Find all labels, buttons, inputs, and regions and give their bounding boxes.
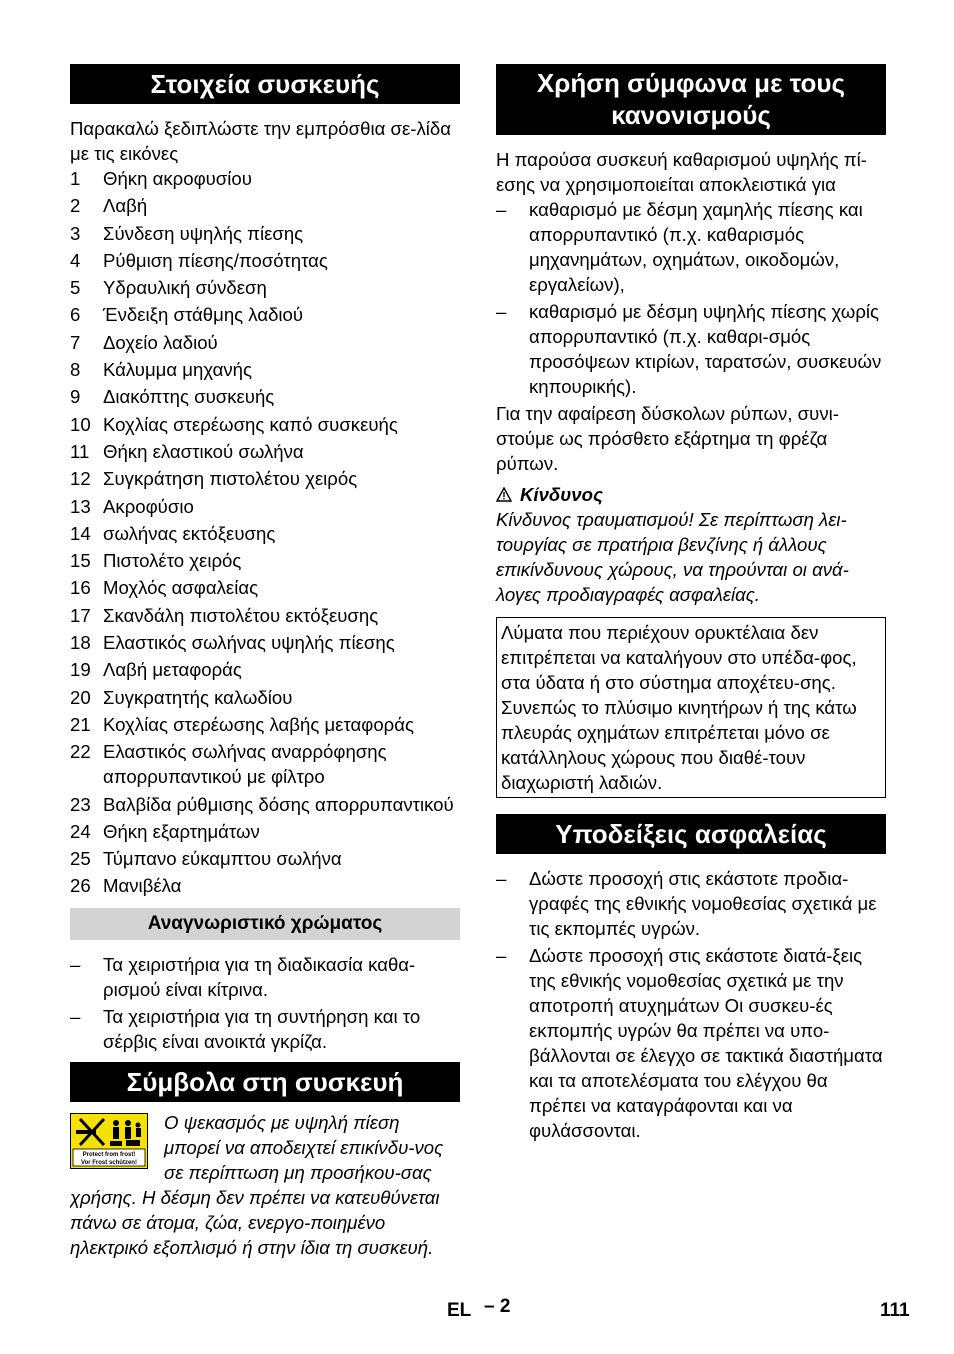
item-number: 3 (70, 222, 81, 244)
item-number: 11 (70, 440, 90, 462)
item-text: Κοχλίας στερέωσης λαβής μεταφοράς (103, 713, 414, 735)
item-number: 23 (70, 793, 91, 815)
safety-list (496, 866, 886, 1143)
list-item (70, 1004, 460, 1054)
item-number: 24 (70, 820, 91, 842)
item-text: Θήκη ακροφυσίου (103, 168, 252, 189)
list-item (70, 466, 460, 491)
item-text: Κοχλίας στερέωσης καπό συσκευής (103, 413, 398, 435)
page-footer (0, 1296, 954, 1326)
danger-heading (496, 482, 886, 507)
item-text: Μοχλός ασφαλείας (103, 577, 259, 599)
dash-bullet: – (496, 301, 507, 322)
intended-use-list (496, 197, 886, 399)
item-number: 21 (70, 713, 91, 735)
symbol-block (70, 1110, 460, 1260)
item-number: 16 (70, 577, 91, 599)
list-item (70, 521, 460, 546)
left-column (70, 64, 460, 1260)
item-text: Υδραυλική σύνδεση (103, 277, 267, 299)
color-coding-list (70, 952, 460, 1054)
dash-bullet: – (496, 199, 507, 220)
list-item (70, 439, 460, 464)
item-number: 25 (70, 848, 91, 870)
dash-bullet: – (70, 1006, 81, 1028)
item-number: 20 (70, 686, 91, 708)
list-item-text: Τα χειριστήρια για τη συντήρηση και το σέρβις είναι ανοικτά γκρίζα. (103, 1006, 421, 1053)
list-item (70, 952, 460, 1002)
environment-note-box: Λύματα που περιέχουν ορυκτέλαια δεν επιτρέπεται να καταλήγουν στο υπέδα-φος, στα ύδατα ή στο σύστημα αποχέτευ-σης. Συνεπώς το πλύσιμο κινητήρων ή της κάτω πλευράς οχημάτων επιτρέπεται μόνο σε κατάλληλους χώρους που διαθέ-τουν διαχωριστή λαδιών. (496, 617, 886, 798)
list-item-text: καθαρισμό με δέσμη υψηλής πίεσης χωρίς απορρυπαντικό (π.χ. καθαρι-σμός προσόψεων κτιρίων, ταρατσών, συσκευών κηπουρικής). (529, 301, 882, 397)
danger-label: Κίνδυνος (520, 484, 603, 505)
list-item (70, 657, 460, 682)
item-number: 14 (70, 522, 91, 544)
item-text: Δοχείο λαδιού (103, 331, 218, 353)
list-item (70, 819, 460, 844)
symbol-label-1: Protect from frost! (82, 1152, 136, 1159)
item-number: 18 (70, 632, 91, 654)
list-item-text: καθαρισμό με δέσμη χαμηλής πίεσης και απορρυπαντικό (π.χ. καθαρισμός μηχανημάτων, οχημάτων, οικοδομών, εργαλείων), (529, 199, 863, 295)
item-text: Θήκη ελαστικού σωλήνα (103, 440, 304, 462)
item-number: 1 (70, 168, 81, 189)
warning-triangle-icon (496, 487, 512, 502)
language-code: EL (447, 1300, 472, 1321)
item-text: Ρύθμιση πίεσης/ποσότητας (103, 249, 328, 271)
symbol-description: Ο ψεκασμός με υψηλή πίεση μπορεί να αποδειχτεί επικίνδυ-νος σε περίπτωση μη προσήκου-σας χρήσης. Η δέσμη δεν πρέπει να κατευθύνεται πάνω σε άτομα, ζώα, ενεργο-ποιημένο ηλεκτρικό εξοπλισμό ή στην ίδια τη συσκευή. (70, 1112, 444, 1259)
item-text: Σύνδεση υψηλής πίεσης (103, 222, 304, 244)
device-elements-heading: Στοιχεία συσκευής (70, 64, 460, 104)
list-item (70, 193, 460, 218)
item-number: 7 (70, 331, 81, 353)
list-item (70, 873, 460, 898)
intended-use-intro: Η παρούσα συσκευή καθαρισμού υψηλής πί-εσης να χρησιμοποιείται αποκλειστικά για (496, 149, 867, 195)
item-text: Θήκη εξαρτημάτων (103, 820, 260, 842)
item-number: 10 (70, 413, 91, 435)
item-text: Συγκράτηση πιστολέτου χειρός (103, 468, 358, 490)
list-item (70, 792, 460, 817)
item-number: 22 (70, 741, 91, 763)
section-page-number: – 2 (484, 1296, 511, 1317)
safety-heading: Υποδείξεις ασφαλείας (496, 814, 886, 854)
list-item (70, 166, 460, 191)
list-item (70, 248, 460, 273)
dash-bullet: – (496, 868, 507, 889)
symbol-label-2: Vor Frost schützen! (81, 1160, 137, 1167)
item-text: Ακροφύσιο (103, 495, 194, 517)
list-item (70, 302, 460, 327)
list-item (70, 357, 460, 382)
list-item (70, 846, 460, 871)
dash-bullet: – (70, 954, 81, 976)
item-text: Λαβή (103, 195, 148, 217)
list-item (496, 299, 886, 399)
item-number: 12 (70, 468, 91, 490)
list-item (496, 866, 886, 941)
item-number: 13 (70, 495, 91, 517)
list-item (70, 221, 460, 246)
item-number: 17 (70, 604, 91, 626)
item-text: Σκανδάλη πιστολέτου εκτόξευσης (103, 604, 379, 626)
list-item-text: Δώστε προσοχή στις εκάστοτε διατά-ξεις της εθνικής νομοθεσίας σχετικά με την αποτροπή ατυχημάτων Οι συσκευ-ές εκπομπής υγρών θα πρέπει να υπο-βάλλονται σε έλεγχο σε τακτικά διαστήματα και τα αποτελέσματα του ελέγχου θα πρέπει να καταγράφονται και να φυλάσσονται. (529, 945, 883, 1141)
item-text: Λαβή μεταφοράς (103, 659, 242, 681)
list-item (70, 548, 460, 573)
right-column (496, 64, 886, 1145)
list-item (496, 943, 886, 1143)
item-number: 2 (70, 195, 81, 217)
item-text: Διακόπτης συσκευής (103, 386, 275, 408)
item-text: Ένδειξη στάθμης λαδιού (103, 304, 304, 326)
list-item (70, 603, 460, 628)
list-item (70, 412, 460, 437)
item-number: 6 (70, 304, 81, 326)
item-number: 9 (70, 386, 81, 408)
list-item (70, 685, 460, 710)
danger-text: Κίνδυνος τραυματισμού! Σε περίπτωση λει-τουργίας σε πρατήρια βενζίνης ή άλλους επικίνδυνους χώρους, να τηρούνται οι ανά-λογες προδιαγραφές ασφαλείας. (496, 509, 849, 605)
item-number: 4 (70, 249, 81, 271)
item-number: 26 (70, 875, 91, 897)
item-number: 8 (70, 359, 81, 381)
item-text: σωλήνας εκτόξευσης (103, 522, 276, 544)
item-text: Βαλβίδα ρύθμισης δόσης απορρυπαντικού (103, 793, 454, 815)
list-item (70, 384, 460, 409)
list-item (70, 494, 460, 519)
item-text: Μανιβέλα (103, 875, 182, 897)
item-text: Ελαστικός σωλήνας αναρρόφησης απορρυπαντικού με φίλτρο (103, 741, 387, 788)
list-item (70, 739, 460, 789)
page-number: 111 (880, 1300, 910, 1321)
item-text: Ελαστικός σωλήνας υψηλής πίεσης (103, 632, 395, 654)
color-coding-heading: Αναγνωριστικό χρώματος (70, 908, 460, 940)
list-item-text: Δώστε προσοχή στις εκάστοτε προδια-γραφές της εθνικής νομοθεσίας σχετικά με τις εκπομπές υγρών. (529, 868, 877, 939)
symbols-heading: Σύμβολα στη συσκευή (70, 1062, 460, 1102)
item-text: Τύμπανο εύκαμπτου σωλήνα (103, 848, 342, 870)
item-number: 19 (70, 659, 91, 681)
list-item (70, 712, 460, 737)
list-item (70, 575, 460, 600)
item-number: 5 (70, 277, 81, 299)
high-pressure-warning-icon (70, 1113, 148, 1169)
device-parts-list (70, 166, 460, 898)
intended-use-note: Για την αφαίρεση δύσκολων ρύπων, συνι-στούμε ως πρόσθετο εξάρτημα τη φρέζα ρύπων. (496, 403, 839, 474)
list-item (70, 330, 460, 355)
list-item (496, 197, 886, 297)
intended-use-heading: Χρήση σύμφωνα με τους κανονισμούς (496, 64, 886, 135)
list-item (70, 630, 460, 655)
item-number: 15 (70, 550, 91, 572)
item-text: Κάλυμμα μηχανής (103, 359, 252, 381)
list-item-text: Τα χειριστήρια για τη διαδικασία καθα-ρισμού είναι κίτρινα. (103, 954, 416, 1001)
item-text: Πιστολέτο χειρός (103, 550, 242, 572)
list-item (70, 275, 460, 300)
dash-bullet: – (496, 945, 507, 966)
item-text: Συγκρατητής καλωδίου (103, 686, 293, 708)
device-intro: Παρακαλώ ξεδιπλώστε την εμπρόσθια σε-λίδα με τις εικόνες (70, 118, 451, 164)
